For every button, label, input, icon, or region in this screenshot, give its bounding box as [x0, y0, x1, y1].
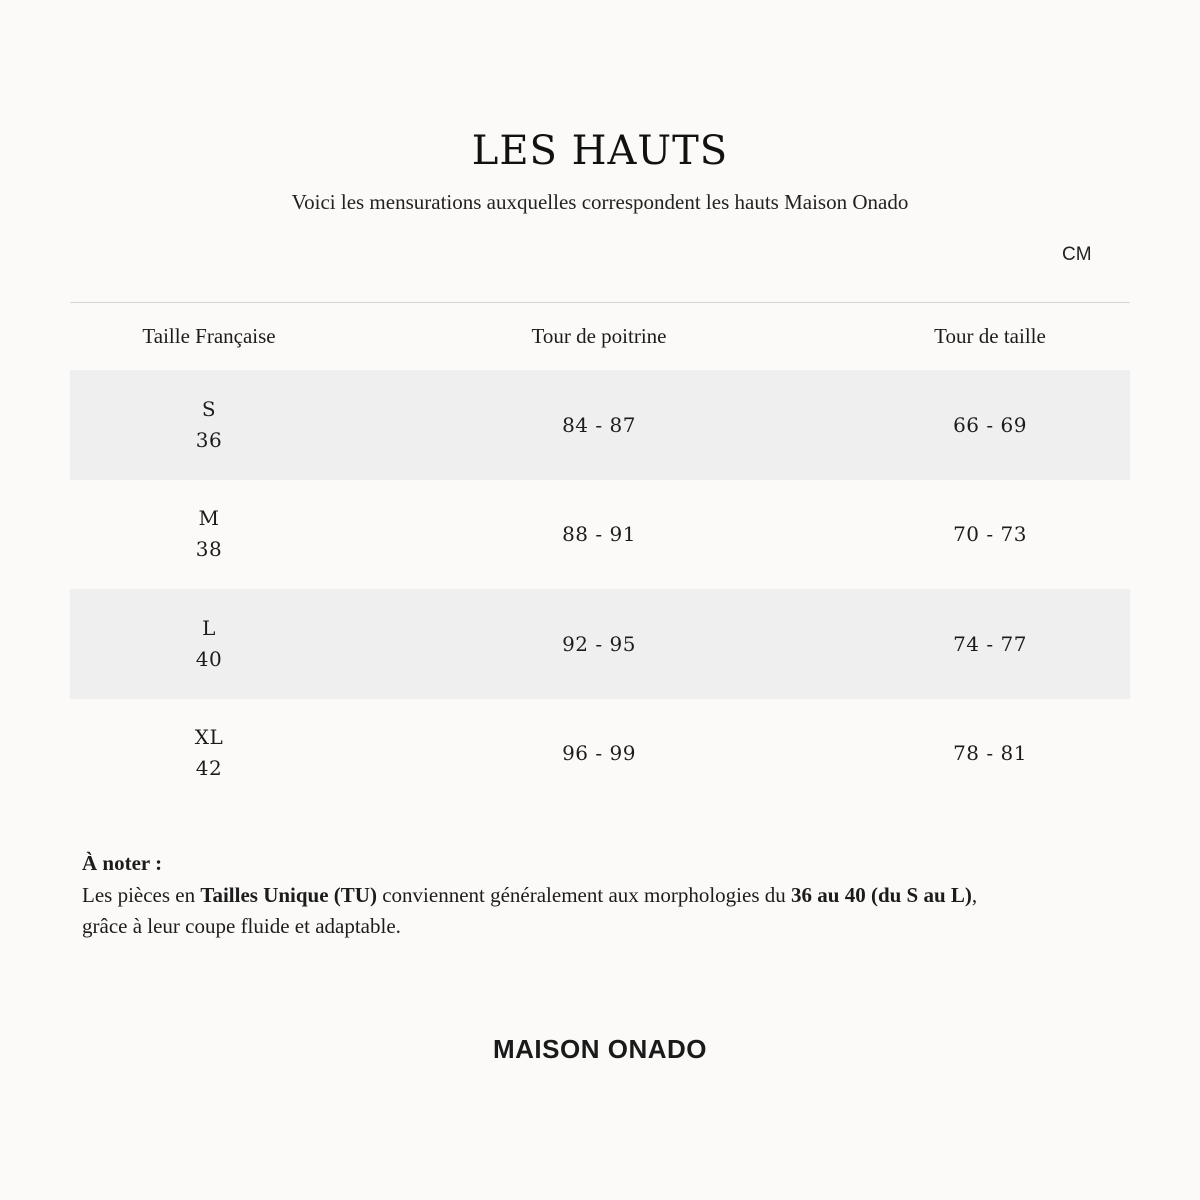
waist-value: 74 - 77: [953, 631, 1027, 656]
note-text: Les pièces en: [82, 882, 201, 907]
page-subtitle: Voici les mensurations auxquelles correspondent les hauts Maison Onado: [291, 190, 909, 214]
table-row: [70, 589, 1130, 699]
chest-value: 84 - 87: [562, 412, 636, 437]
note-text: ,: [971, 882, 978, 907]
waist-value: 78 - 81: [953, 741, 1027, 766]
size-letter: L: [202, 615, 216, 640]
table-row: [70, 480, 1130, 590]
note-text: conviennent généralement aux morphologies du: [376, 882, 792, 907]
size-number: 38: [195, 537, 223, 562]
chest-value: 92 - 95: [562, 631, 636, 656]
size-number: 42: [195, 756, 223, 781]
brand-logo: MAISON ONADO: [493, 1034, 707, 1064]
waist-value: 70 - 73: [953, 522, 1027, 547]
note-block: [82, 848, 1142, 943]
unit-label: CM: [1062, 244, 1092, 265]
size-letter: S: [201, 396, 217, 421]
table-row: [70, 370, 1130, 480]
chest-value: 96 - 99: [562, 741, 636, 766]
note-bold-range: 36 au 40 (du S au L): [791, 882, 972, 907]
size-table: [70, 302, 1130, 808]
note-heading: À noter :: [82, 851, 163, 875]
size-number: 40: [195, 646, 223, 671]
header-chest: Tour de poitrine: [531, 324, 667, 348]
size-cell: [70, 503, 348, 565]
chest-value: 88 - 91: [562, 522, 636, 547]
header-waist: Tour de taille: [934, 324, 1046, 348]
page-title: LES HAUTS: [471, 128, 729, 174]
header-french-size: Taille Française: [142, 324, 276, 348]
size-cell: [70, 613, 348, 675]
waist-value: 66 - 69: [953, 412, 1027, 437]
size-cell: [70, 722, 348, 784]
note-text: grâce à leur coupe fluide et adaptable.: [82, 914, 401, 938]
table-row: [70, 699, 1130, 809]
size-cell: [70, 394, 348, 456]
note-bold-tu: Tailles Unique (TU): [200, 882, 377, 907]
size-letter: XL: [194, 725, 224, 750]
size-number: 36: [195, 427, 223, 452]
table-header-row: [70, 303, 1130, 370]
size-letter: M: [198, 506, 220, 531]
